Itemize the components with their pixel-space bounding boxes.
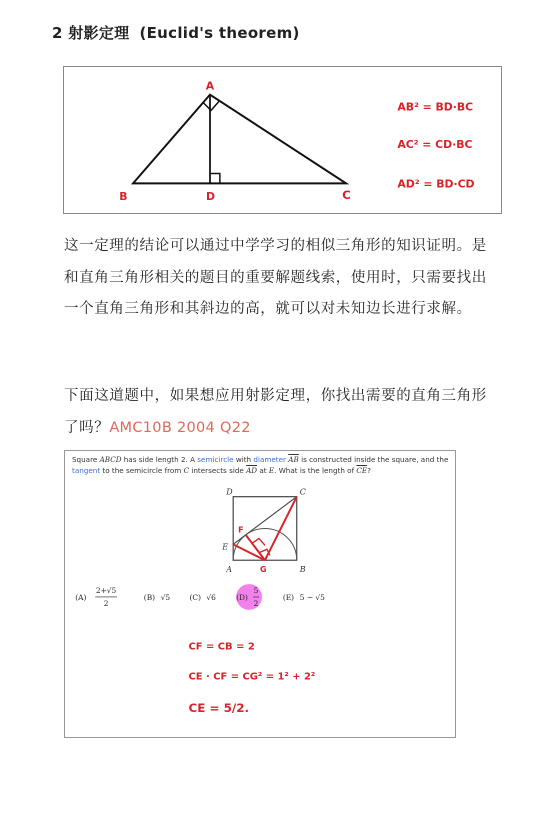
choice-d-label[interactable]: (D) — [236, 592, 248, 602]
choice-d-denominator: 2 — [253, 598, 259, 608]
vertex-label-d: D — [206, 190, 216, 204]
label-d: D — [226, 487, 233, 497]
choice-c-value: √6 — [206, 592, 216, 602]
diameter-link[interactable]: diameter — [253, 455, 286, 464]
formula-ac: AC² = CD·BC — [397, 137, 473, 151]
label-b: B — [299, 565, 306, 575]
formula-ab: AB² = BD·BC — [397, 100, 474, 114]
label-c: C — [299, 487, 306, 497]
vertex-label-c: C — [342, 188, 351, 203]
handwritten-step-2: CE · CF = CG² = 1² + 2² — [188, 671, 316, 683]
choice-a-numerator: 2+√5 — [95, 586, 117, 596]
triangle-abc — [133, 95, 346, 184]
section-heading — [52, 22, 300, 43]
choice-b-value: √5 — [160, 592, 171, 602]
label-g: G — [260, 565, 267, 575]
formula-ad: AD² = BD·CD — [397, 177, 475, 191]
choice-b-label[interactable]: (B) — [143, 592, 156, 602]
question-text: 下面这道题中，如果想应用射影定理，你找出需要的直角三角形了吗？ — [64, 388, 487, 436]
choice-d-numerator: 5 — [253, 586, 259, 596]
right-angle-a — [203, 102, 219, 111]
problem-diagram — [65, 451, 455, 737]
right-angle-d — [210, 174, 220, 184]
vertex-label-a: A — [205, 79, 215, 93]
label-a: A — [226, 565, 232, 575]
explanation-paragraph: 这一定理的结论可以通过中学学习的相似三角形的知识证明。是和直角三角形相关的题目的重要解题线索，使用时，只需要找出一个直角三角形和其斜边的高，就可以对未知边长进行求解。 — [64, 238, 487, 317]
handwritten-step-3: CE = 5/2. — [188, 701, 250, 716]
label-e: E — [222, 542, 229, 552]
choice-a-denominator: 2 — [103, 598, 109, 608]
label-f: F — [238, 525, 244, 535]
vertex-label-b: B — [119, 190, 128, 204]
amc-problem-image — [64, 450, 456, 738]
amc-problem-link[interactable]: AMC10B 2004 Q22 — [109, 419, 251, 436]
choice-c-label[interactable]: (C) — [189, 592, 201, 602]
problem-statement: Square ABCD has side length 2. A semicircle with diameter $\overline{AB}$ is constructed inside the square, and the tangent to the semicircle from C intersects side $\overline{AD}$ at E. What is the length of $\overline{CE}$? — [72, 455, 449, 475]
choice-a-label[interactable]: (A) — [75, 592, 87, 602]
choice-e-label[interactable]: (E) — [282, 592, 295, 602]
heading-title: 2 射影定理 — [52, 24, 130, 42]
tangent-link[interactable]: tangent — [72, 465, 101, 475]
euclid-theorem-figure — [63, 66, 502, 214]
heading-english: (Euclid's theorem) — [139, 24, 300, 42]
semicircle-link[interactable]: semicircle — [197, 455, 234, 464]
question-paragraph — [64, 381, 494, 444]
handwritten-step-1: CF = CB = 2 — [188, 641, 255, 653]
answer-choices — [75, 586, 325, 608]
triangle-diagram — [64, 67, 501, 213]
choice-e-value: 5 − √5 — [299, 592, 325, 602]
